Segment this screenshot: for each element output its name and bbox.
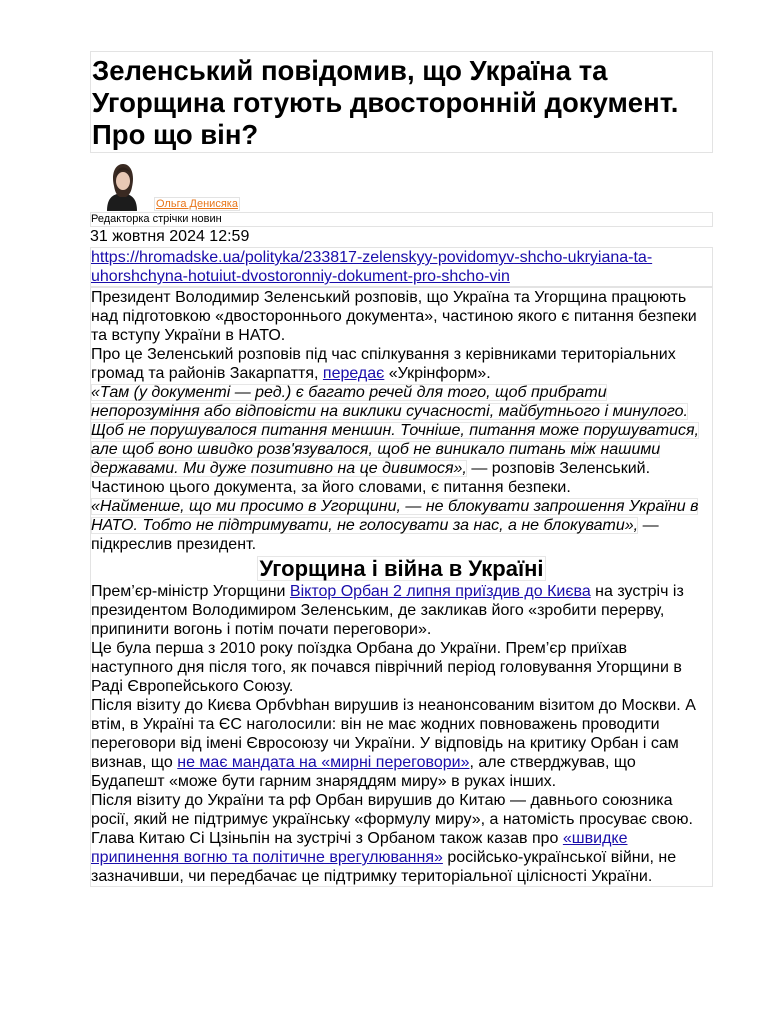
quote-2-paragraph: [91, 497, 712, 554]
article-body: [90, 287, 713, 887]
paragraph-7-text: Після візиту до України та рф Орбан вирушив до Китаю — давнього союзника росії, який не підтримує українську «формулу миру», а натомість просуває свою. Глава Китаю Сі Цзіньпін на зустрічі з Орбаном також казав про: [91, 792, 693, 847]
paragraph-4-text: Прем’єр-міністр Угорщини: [91, 583, 290, 600]
paragraph-6: [91, 696, 712, 791]
paragraph-7-tail: російсько-української війни, не зазначивши, чи передбачає це підтримку територіальної цілісності України.: [91, 849, 677, 885]
paragraph-7: [91, 791, 712, 886]
paragraph-4: [91, 582, 712, 639]
quote-2: «Найменше, що ми просимо в Угорщини, — не блокувати запрошення України в НАТО. Тобто не підтримувати, не голосувати за нас, а не блокувати»,: [91, 498, 699, 534]
paragraph-6-tail: , але стверджував, що Будапешт «може бути гарним знаряддям миру» в руках інших.: [91, 754, 636, 790]
author-avatar: [93, 160, 151, 211]
quote-1-attribution: — розповів Зеленський.: [466, 460, 651, 477]
author-name-link[interactable]: Ольга Денисяка: [156, 198, 238, 210]
article-url-link[interactable]: https://hromadske.ua/polityka/233817-zelenskyy-povidomyv-shcho-ukryiana-ta-uhorshchyna-hotuiut-dvostoronniy-dokument-pro-shcho-vin: [90, 247, 713, 287]
paragraph-4-tail: на зустріч із президентом Володимиром Зеленським, де закликав його «зробити перерву, припинити вогонь і потім почати переговори».: [91, 583, 684, 638]
no-mandate-link[interactable]: не має мандата на «мирні переговори»: [177, 754, 470, 771]
paragraph-1: Президент Володимир Зеленський розповів, що Україна та Угорщина працюють над підготовкою «двостороннього документа», частиною якого є питання безпеки та вступу України в НАТО.: [91, 289, 697, 344]
paragraph-3: Частиною цього документа, за його словами, є питання безпеки.: [91, 479, 571, 496]
author-role: Редакторка стрічки новин: [90, 212, 713, 227]
article: [90, 51, 713, 887]
section-heading: [91, 556, 712, 582]
paragraph-6-text: Після візиту до Києва Орбvbhан вирушив із неанонсованим візитом до Москви. А втім, в Україні та ЄС наголосили: він не має жодних повноважень проводити переговори від імені Євросоюзу чи України. У відповідь на критику Орбан і сам визнав, що: [91, 697, 696, 771]
paragraph-5: Це була перша з 2010 року поїздка Орбана до України. Прем’єр приїхав наступного дня після того, як почався піврічний період головування Угорщини в Раді Європейського Союзу.: [91, 640, 682, 695]
orban-visit-link[interactable]: Віктор Орбан 2 липня приїздив до Києва: [289, 583, 591, 600]
ceasefire-link[interactable]: «швидке припинення вогню та політичне врегулювання»: [91, 830, 628, 866]
title-box: [90, 51, 713, 153]
article-title: Зеленський повідомив, що Україна та Угорщина готують двосторонній документ. Про що він?: [92, 55, 679, 150]
section-heading-text: Угорщина і війна в Україні: [259, 556, 544, 581]
publish-date: 31 жовтня 2024 12:59: [90, 228, 250, 245]
quote-2-attribution: — підкреслив президент.: [91, 517, 659, 553]
paragraph-2: [91, 345, 712, 383]
quote-1: «Там (у документі — ред.) є багато речей для того, щоб прибрати непорозуміння або відповісти на виклики сучасності, майбутнього і минулого. Щоб не порушувалося питання меншин. Точніше, питання може порушуватися, але щоб воно швидко розв'язувалося, щоб не виникало питань між нашими державами. Ми дуже позитивно на це дивимося»,: [91, 384, 699, 477]
paragraph-2-tail: «Укрінформ».: [384, 365, 491, 382]
ukrinform-source-link[interactable]: передає: [322, 365, 385, 382]
paragraph-2-text: Про це Зеленський розповів під час спілкування з керівниками територіальних громад та районів Закарпаття,: [91, 346, 676, 382]
quote-1-paragraph: [91, 383, 712, 478]
author-row: [90, 160, 713, 211]
